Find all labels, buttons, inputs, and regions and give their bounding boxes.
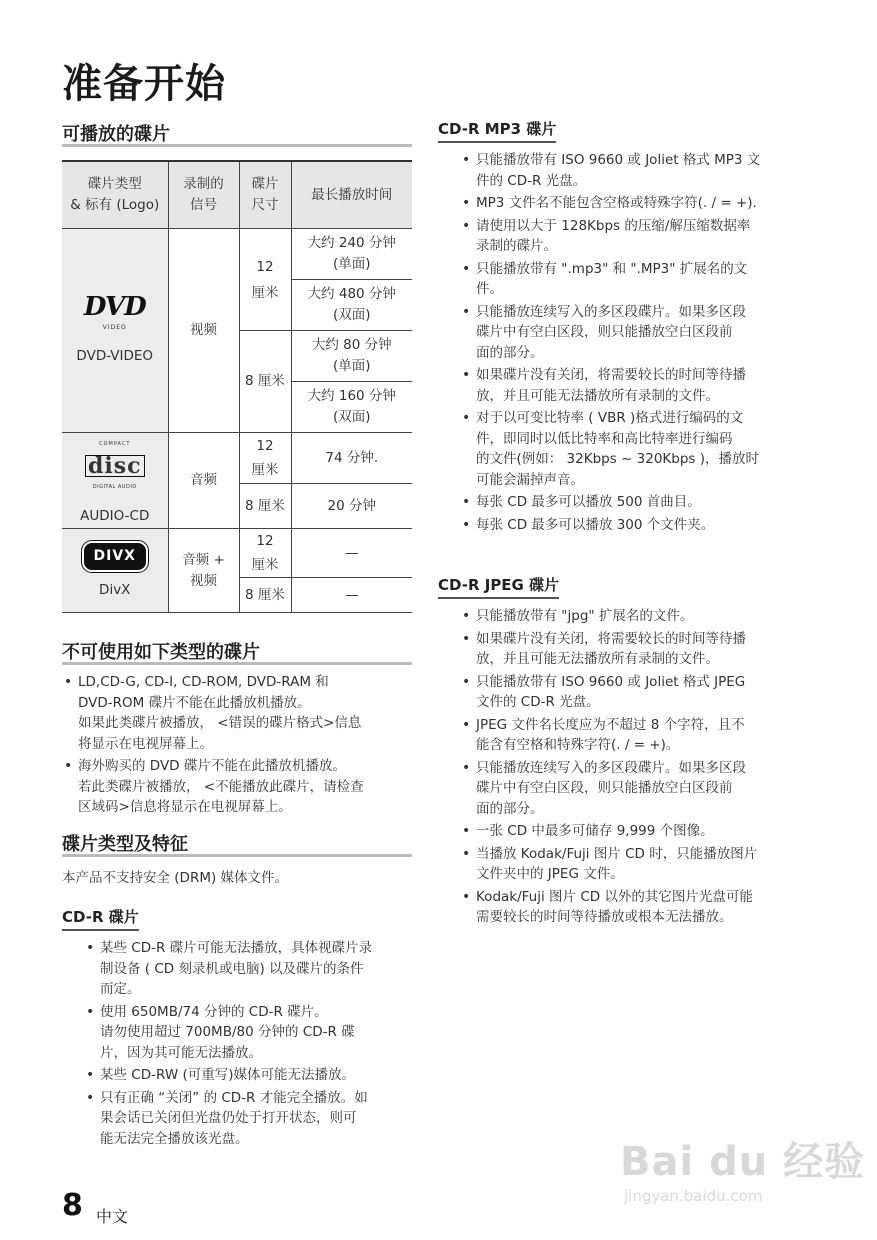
header-signal: 录制的 信号 bbox=[168, 161, 239, 229]
list-item: • 如果碟片没有关闭，将需要较长的时间等待播 放，并且可能无法播放所有录制的文件。 bbox=[460, 365, 800, 406]
dvd-logo-cell bbox=[62, 229, 168, 433]
dvd-time-1: 大约 240 分钟 (单面) bbox=[291, 229, 412, 280]
baidu-watermark bbox=[620, 1130, 865, 1205]
list-item: • JPEG 文件名长度应为不超过 8 个字符，且不 能含有空格和特殊字符(. / = +)。 bbox=[460, 715, 800, 756]
table-row bbox=[62, 433, 412, 484]
header-disc-type: 碟片类型 & 标有 (Logo) bbox=[62, 161, 168, 229]
unusable-discs-list bbox=[62, 672, 412, 820]
page-title: 准备开始 bbox=[62, 61, 226, 107]
divx-time-1: — bbox=[291, 529, 412, 578]
dvd-label: DVD-VIDEO bbox=[76, 347, 154, 364]
compact-disc-logo-icon: COMPACT disc DIGITAL AUDIO bbox=[85, 434, 145, 498]
divx-logo-cell bbox=[62, 529, 168, 613]
list-item: • 对于以可变比特率 ( VBR )格式进行编码的文 件，即同时以低比特率和高比特率进行编码 的文件(例如： 32Kbps ~ 320Kbps )，播放时 可能会漏掉声音。 bbox=[460, 408, 800, 490]
divx-label: DivX bbox=[99, 581, 131, 598]
cd-time-1: 74 分钟. bbox=[291, 433, 412, 484]
table-row bbox=[62, 529, 412, 578]
cdr-list bbox=[84, 938, 414, 1151]
mp3-list bbox=[460, 150, 800, 537]
list-item: • 只能播放连续写入的多区段碟片。如果多区段 碟片中有空白区段，则只能播放空白区段前 面的部分。 bbox=[460, 302, 800, 364]
watermark-logo: Bai du 经验 bbox=[620, 1139, 866, 1185]
cd-label: AUDIO-CD bbox=[80, 508, 150, 524]
divx-time-2: — bbox=[291, 578, 412, 613]
dvd-signal: 视频 bbox=[168, 229, 239, 433]
list-item: • LD,CD-G, CD-I, CD-ROM, DVD-RAM 和 DVD-ROM 碟片不能在此播放机播放。 如果此类碟片被播放， <错误的碟片格式>信息 将显示在电视屏幕上。 bbox=[62, 672, 412, 754]
table-row bbox=[62, 229, 412, 280]
list-item: • MP3 文件名不能包含空格或特殊字符(. / = +). bbox=[460, 193, 800, 214]
divx-signal: 音频 + 视频 bbox=[168, 529, 239, 613]
list-item: • 使用 650MB/74 分钟的 CD-R 碟片。 请勿使用超过 700MB/80 分钟的 CD-R 碟 片，因为其可能无法播放。 bbox=[84, 1002, 414, 1064]
cd-size-8: 8 厘米 bbox=[239, 484, 291, 529]
divx-logo-icon: DIVX bbox=[82, 541, 148, 572]
divx-size-12: 12 厘米 bbox=[239, 529, 291, 578]
header-max-time: 最长播放时间 bbox=[291, 161, 412, 229]
playable-discs-table bbox=[62, 160, 412, 613]
list-item: • 请使用以大于 128Kbps 的压缩/解压缩数据率 录制的碟片。 bbox=[460, 216, 800, 257]
list-item: • 只能播放带有 ".mp3" 和 ".MP3" 扩展名的文 件。 bbox=[460, 259, 800, 300]
dvd-time-4: 大约 160 分钟 (双面) bbox=[291, 382, 412, 433]
cd-logo-cell bbox=[62, 433, 168, 529]
list-item: • 每张 CD 最多可以播放 300 个文件夹。 bbox=[460, 515, 800, 536]
table-header-row bbox=[62, 161, 412, 229]
list-item: • 每张 CD 最多可以播放 500 首曲目。 bbox=[460, 492, 800, 513]
list-item: • 只有正确 “关闭” 的 CD-R 才能完全播放。如 果会话已关闭但光盘仍处于打开状态，则可 能无法完全播放该光盘。 bbox=[84, 1088, 414, 1150]
dvd-time-2: 大约 480 分钟 (双面) bbox=[291, 280, 412, 331]
list-item: • Kodak/Fuji 图片 CD 以外的其它图片光盘可能 需要较长的时间等待播放或根本无法播放。 bbox=[460, 887, 800, 928]
disc-types-heading: 碟片类型及特征 bbox=[62, 834, 188, 855]
list-item: • 只能播放连续写入的多区段碟片。如果多区段 碟片中有空白区段，则只能播放空白区段前 面的部分。 bbox=[460, 758, 800, 820]
divx-size-8: 8 厘米 bbox=[239, 578, 291, 613]
list-item: • 只能播放带有 ISO 9660 或 Joliet 格式 JPEG 文件的 CD-R 光盘。 bbox=[460, 672, 800, 713]
list-item: • 当播放 Kodak/Fuji 图片 CD 时，只能播放图片 文件夹中的 JPEG 文件。 bbox=[460, 844, 800, 885]
page-language: 中文 bbox=[96, 1207, 129, 1226]
playable-discs-heading: 可播放的碟片 bbox=[62, 124, 170, 145]
jpeg-heading: CD-R JPEG 碟片 bbox=[438, 574, 559, 599]
section-rule bbox=[62, 854, 412, 857]
list-item: • 一张 CD 中最多可储存 9,999 个图像。 bbox=[460, 821, 800, 842]
dvd-size-12: 12 厘米 bbox=[239, 229, 291, 331]
unusable-discs-heading: 不可使用如下类型的碟片 bbox=[62, 642, 260, 663]
cd-size-12: 12 厘米 bbox=[239, 433, 291, 484]
list-item: • 某些 CD-RW (可重写)媒体可能无法播放。 bbox=[84, 1065, 414, 1086]
section-rule bbox=[62, 144, 412, 147]
drm-note: 本产品不支持安全 (DRM) 媒体文件。 bbox=[62, 870, 289, 886]
dvd-time-3: 大约 80 分钟 (单面) bbox=[291, 331, 412, 382]
list-item: • 某些 CD-R 碟片可能无法播放，具体视碟片录 制设备 ( CD 刻录机或电脑) 以及碟片的条件 而定。 bbox=[84, 938, 414, 1000]
list-item: • 只能播放带有 ISO 9660 或 Joliet 格式 MP3 文 件的 CD-R 光盘。 bbox=[460, 150, 800, 191]
section-rule bbox=[62, 662, 412, 665]
cd-signal: 音频 bbox=[168, 433, 239, 529]
dvd-size-8: 8 厘米 bbox=[239, 331, 291, 433]
list-item: • 海外购买的 DVD 碟片不能在此播放机播放。 若此类碟片被播放， <不能播放此碟片，请检查 区域码>信息将显示在电视屏幕上。 bbox=[62, 756, 412, 818]
cdr-heading: CD-R 碟片 bbox=[62, 906, 139, 931]
watermark-url: jingyan.baidu.com bbox=[624, 1187, 763, 1205]
header-size: 碟片 尺寸 bbox=[239, 161, 291, 229]
page-number: 8 bbox=[62, 1188, 83, 1223]
list-item: • 只能播放带有 "jpg" 扩展名的文件。 bbox=[460, 606, 800, 627]
mp3-heading: CD-R MP3 碟片 bbox=[438, 118, 556, 143]
cd-time-2: 20 分钟 bbox=[291, 484, 412, 529]
list-item: • 如果碟片没有关闭，将需要较长的时间等待播 放，并且可能无法播放所有录制的文件。 bbox=[460, 629, 800, 670]
jpeg-list bbox=[460, 606, 800, 930]
dvd-logo-icon: DVD VIDEO bbox=[83, 291, 146, 331]
